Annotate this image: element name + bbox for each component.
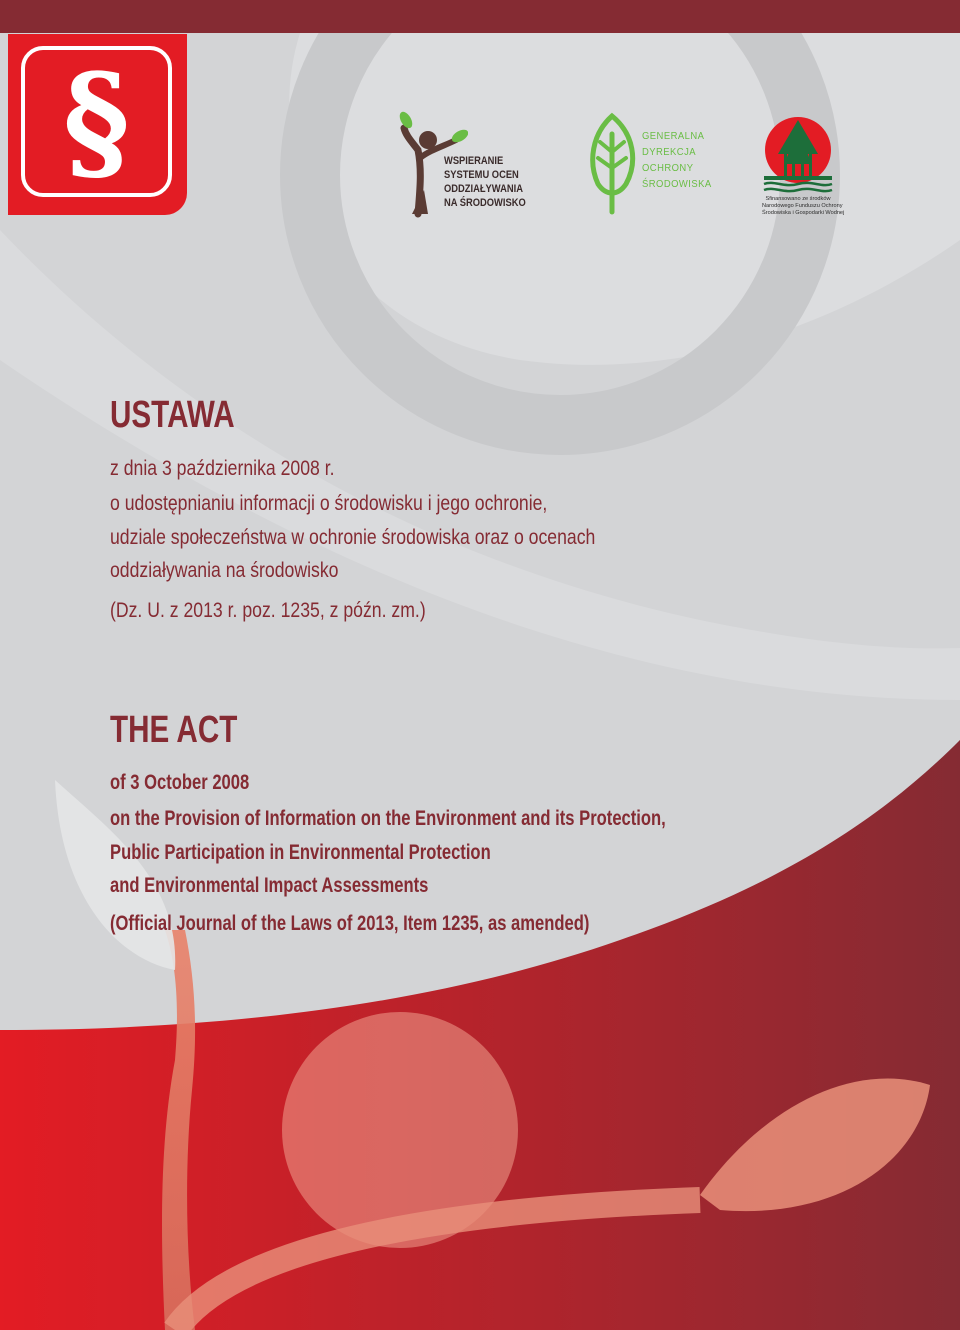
gdos-line: ŚRODOWISKA: [642, 178, 712, 190]
leaf-icon: [586, 112, 642, 216]
title-polish-line-1: o udostępnianiu informacji o środowisku i jego ochronie,: [110, 492, 548, 515]
paragraph-logo: [8, 34, 187, 215]
forest-sun-icon: [762, 114, 834, 194]
title-english-line-2: Public Participation in Environmental Protection: [110, 841, 491, 864]
gdos-logo: [586, 112, 726, 216]
title-polish-line-3: oddziaływania na środowisko: [110, 559, 339, 582]
heading-polish: USTAWA: [110, 394, 235, 436]
wso-logo-text: [444, 154, 526, 210]
wso-line: NA ŚRODOWISKO: [444, 197, 526, 209]
title-english-line-3: and Environmental Impact Assessments: [110, 874, 429, 897]
nfosigw-line: Sfinansowano ze środków: [765, 196, 831, 202]
heading-english: THE ACT: [110, 709, 238, 751]
wso-logo: [398, 110, 538, 220]
citation-polish: (Dz. U. z 2013 r. poz. 1235, z późn. zm.): [110, 599, 426, 622]
wso-line: ODDZIAŁYWANIA: [444, 183, 523, 195]
date-english: of 3 October 2008: [110, 771, 250, 794]
citation-english: (Official Journal of the Laws of 2013, Item 1235, as amended): [110, 912, 590, 935]
paragraph-icon: §: [63, 47, 130, 197]
nfosigw-line: Środowiska i Gospodarki Wodnej: [762, 210, 845, 216]
title-english-line-1: on the Provision of Information on the Environment and its Protection,: [110, 807, 666, 830]
title-polish-line-2: udziale społeczeństwa w ochronie środowiska oraz o ocenach: [110, 526, 596, 549]
gdos-line: OCHRONY: [642, 162, 694, 174]
gdos-line: GENERALNA: [642, 130, 705, 142]
nfosigw-line: Narodowego Funduszu Ochrony: [762, 203, 843, 209]
nfosigw-logo: [762, 114, 845, 218]
gdos-line: DYREKCJA: [642, 146, 697, 158]
paragraph-logo-frame: [21, 46, 172, 197]
gdos-logo-text: [642, 128, 712, 192]
nfosigw-logo-text: [762, 196, 845, 217]
top-bar: [0, 0, 960, 33]
wso-line: WSPIERANIE: [444, 155, 504, 167]
date-polish: z dnia 3 października 2008 r.: [110, 457, 335, 480]
wso-line: SYSTEMU OCEN: [444, 169, 519, 181]
